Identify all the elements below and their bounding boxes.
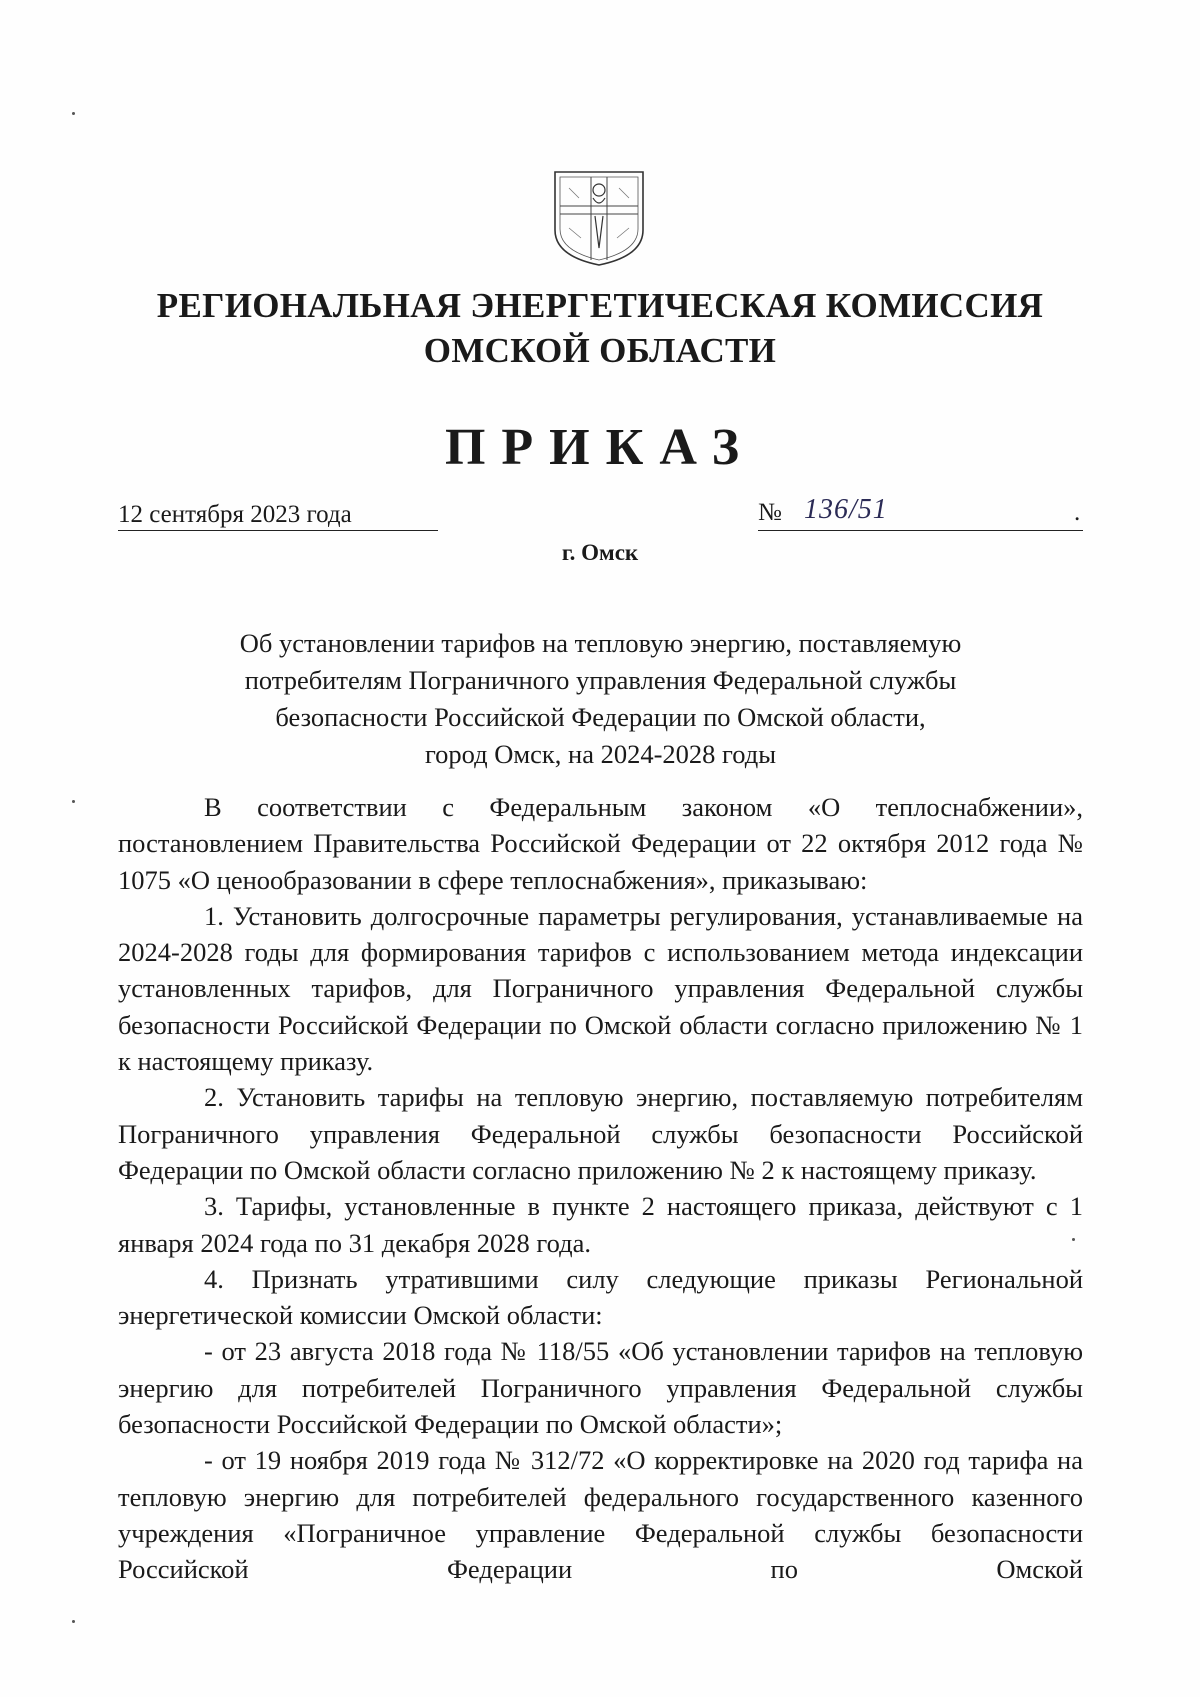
scan-speck bbox=[72, 800, 75, 803]
order-date: 12 сентября 2023 года bbox=[118, 501, 352, 528]
repealed-order-2: - от 19 ноября 2019 года № 312/72 «О корректировке на 2020 год тарифа на тепловую энергию для потребителей федерального государственного казенного учреждения «Пограничное управление Федеральной службы безопасности Российской Федерации по Омской bbox=[118, 1445, 1083, 1585]
item-3-paragraph: 3. Тарифы, установленные в пункте 2 настоящего приказа, действуют с 1 января 2024 года по 31 декабря 2028 года. bbox=[118, 1191, 1083, 1258]
scan-speck bbox=[72, 112, 75, 115]
item-2-paragraph: 2. Установить тарифы на тепловую энергию, поставляемую потребителям Пограничного управления Федеральной службы безопасности Российской Федерации по Омской области согласно приложению № 2 к настоящему приказу. bbox=[118, 1082, 1083, 1185]
order-subject bbox=[118, 625, 1083, 773]
number-line-end-dot: . bbox=[1074, 499, 1081, 526]
subject-line: безопасности Российской Федерации по Омской области, bbox=[275, 702, 926, 732]
order-body bbox=[118, 789, 1083, 1588]
subject-line: Об установлении тарифов на тепловую энергию, поставляемую bbox=[239, 628, 962, 658]
subject-line: потребителям Пограничного управления Федеральной службы bbox=[244, 665, 957, 695]
organization-name-line2: ОМСКОЙ ОБЛАСТИ bbox=[423, 331, 777, 370]
coat-of-arms-emblem bbox=[549, 168, 649, 268]
repealed-order-1: - от 23 августа 2018 года № 118/55 «Об установлении тарифов на тепловую энергию для потребителей Пограничного управления Федеральной службы безопасности Российской Федерации по Омской области»; bbox=[118, 1336, 1083, 1440]
issue-city: г. Омск bbox=[561, 540, 639, 565]
preamble-paragraph: В соответствии с Федеральным законом «О теплоснабжении», постановлением Правительства Российской Федерации от 22 октября 2012 года № 1075 «О ценообразовании в сфере теплоснабжения», приказываю: bbox=[118, 792, 1083, 895]
item-1-paragraph: 1. Установить долгосрочные параметры регулирования, устанавливаемые на 2024-2028 годы для формирования тарифов с использованием метода индексации установленных тарифов, для Пограничного управления Федеральной службы безопасности Российской Федерации по Омской области согласно приложению № 1 к настоящему приказу. bbox=[118, 900, 1083, 1077]
date-underline bbox=[118, 530, 438, 531]
document-type-title: ПРИКАЗ bbox=[444, 419, 756, 476]
subject-line: город Омск, на 2024-2028 годы bbox=[424, 739, 777, 769]
number-underline bbox=[758, 530, 1083, 531]
organization-name-line1: РЕГИОНАЛЬНАЯ ЭНЕРГЕТИЧЕСКАЯ КОМИССИЯ bbox=[156, 286, 1044, 325]
order-number-label: № bbox=[758, 499, 782, 526]
scan-speck bbox=[72, 1620, 75, 1623]
item-4-paragraph: 4. Признать утратившими силу следующие приказы Региональной энергетической комиссии Омской области: bbox=[118, 1263, 1083, 1331]
order-number-handwritten: 136/51 bbox=[804, 494, 888, 525]
